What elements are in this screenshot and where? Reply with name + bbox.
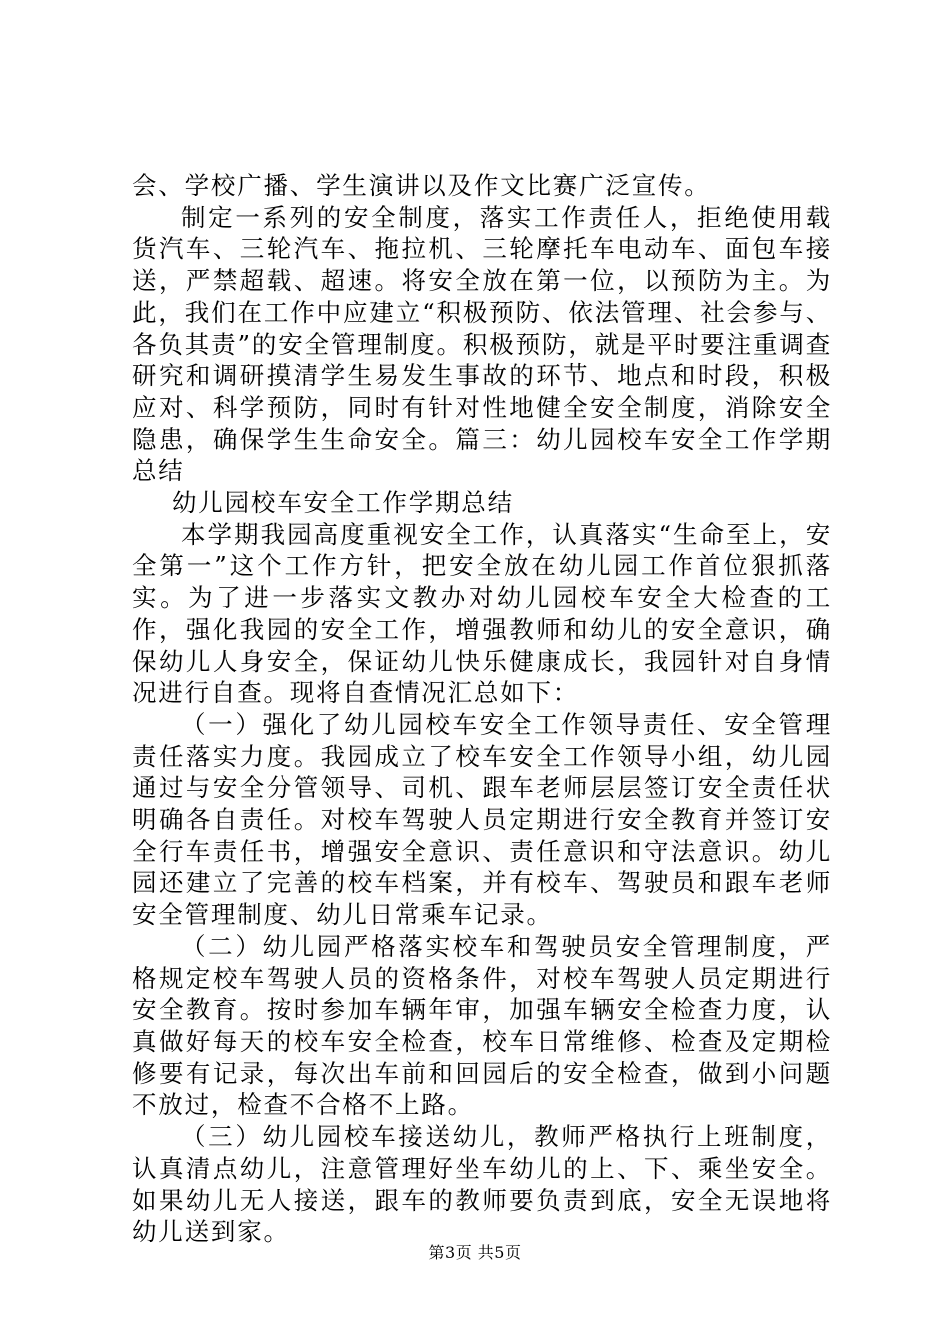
page-number-footer: 第3页 共5页 [428, 1243, 522, 1262]
document-body [132, 170, 832, 1248]
section-heading: 幼儿园校车安全工作学期总结 [172, 488, 514, 518]
paragraph-continuation: 会、学校广播、学生演讲以及作文比赛广泛宣传。 [132, 171, 711, 200]
paragraph-item-1: （一）强化了幼儿园校车安全工作领导责任、安全管理责任落实力度。我园成立了校车安全工作领导小组，幼儿园通过与安全分管领导、司机、跟车老师层层签订安全责任状明确各自责任。对校车驾驶人员定期进行安全教育并签订安全行车责任书，增强安全意识、责任意识和守法意识。幼儿园还建立了完善的校车档案，并有校车、驾驶员和跟车老师安全管理制度、幼儿日常乘车记录。 [132, 709, 832, 930]
paragraph-safety-system: 制定一系列的安全制度，落实工作责任人，拒绝使用载货汽车、三轮汽车、拖拉机、三轮摩托车电动车、面包车接送，严禁超载、超速。将安全放在第一位，以预防为主。为此，我们在工作中应建立“积极预防、依法管理、社会参与、各负其责”的安全管理制度。积极预防，就是平时要注重调查研究和调研摸清学生易发生事故的环节、地点和时段，积极应对、科学预防，同时有针对性地健全安全制度，消除安全隐患，确保学生生命安全。篇三：幼儿园校车安全工作学期总结 [132, 202, 832, 486]
paragraph-item-3: （三）幼儿园校车接送幼儿，教师严格执行上班制度，认真清点幼儿，注意管理好坐车幼儿的上、下、乘坐安全。如果幼儿无人接送，跟车的教师要负责到底，安全无误地将幼儿送到家。 [132, 1122, 832, 1247]
paragraph-intro: 本学期我园高度重视安全工作，认真落实“生命至上，安全第一”这个工作方针，把安全放在幼儿园工作首位狠抓落实。为了进一步落实文教办对幼儿园校车安全大检查的工作，强化我园的安全工作，增强教师和幼儿的安全意识，确保幼儿人身安全，保证幼儿快乐健康成长，我园针对自身情况进行自查。现将自查情况汇总如下： [132, 519, 832, 708]
paragraph-item-2: （二）幼儿园严格落实校车和驾驶员安全管理制度，严格规定校车驾驶人员的资格条件，对校车驾驶人员定期进行安全教育。按时参加车辆年审，加强车辆安全检查力度，认真做好每天的校车安全检查，校车日常维修、检查及定期检修要有记录，每次出车前和回园后的安全检查，做到小问题不放过，检查不合格不上路。 [132, 931, 832, 1120]
